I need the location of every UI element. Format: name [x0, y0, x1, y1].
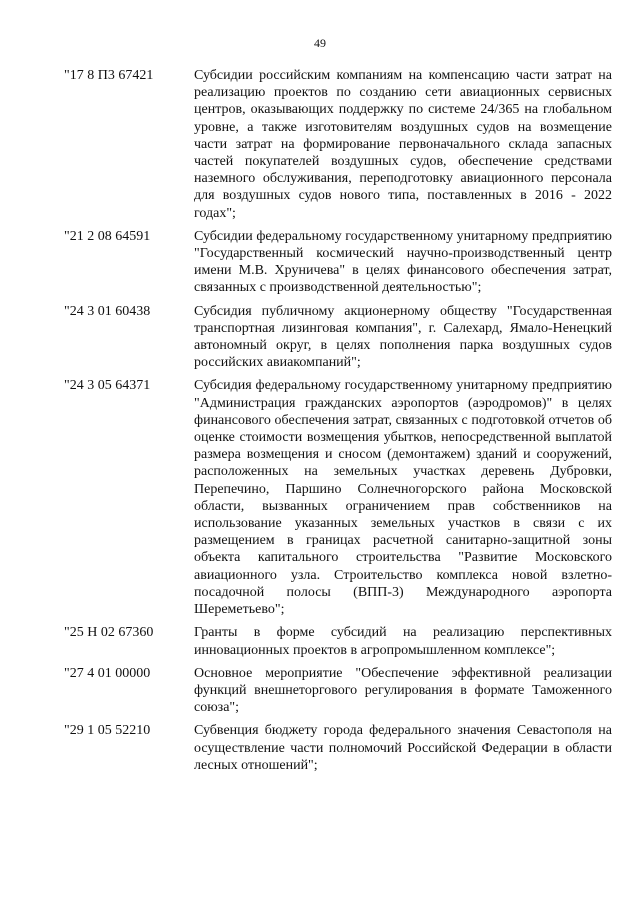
list-item	[64, 624, 612, 658]
budget-code: "24 3 05 64371	[64, 378, 151, 394]
document-body	[64, 67, 612, 780]
list-item	[64, 377, 612, 618]
list-item	[64, 722, 612, 774]
entry-description: Основное мероприятие "Обеспечение эффективной реализации функций внешнеторгового регулирования в формате Таможенного союза";	[194, 665, 612, 716]
page-number: 49	[314, 36, 326, 50]
budget-code: "21 2 08 64591	[64, 228, 151, 244]
budget-code: "27 4 01 00000	[64, 665, 151, 681]
list-item	[64, 67, 612, 222]
entry-description: Субвенция бюджету города федерального значения Севастополя на осуществление части полномочий Российской Федерации в области лесных отношений";	[194, 723, 612, 773]
entry-description: Субсидия федеральному государственному унитарному предприятию "Администрация гражданских аэропортов (аэродромов)" в целях финансового обеспечения затрат, связанных с подготовкой отчетов об оценке стоимости возмещения убытков, непосредственной выплатой размера возмещения и сносом (демонтажем) зданий и сооружений, расположенных на земельных участках деревень Дубровки, Перепечино, Паршино Солнечногорского района Московской области, вызванных ограничением прав собственников на использование указанных земельных участков в связи с их размещением в границах расчетной санитарно-защитной зоны объекта капитального строительства "Развитие Московского авиационного узла. Строительство комплекса новой взлетно-посадочной полосы (ВПП-3) Международного аэропорта Шереметьево";	[194, 378, 612, 618]
entry-description: Субсидии федеральному государственному унитарному предприятию "Государственный космический научно-производственный центр имени М.В. Хруничева" в целях финансового обеспечения затрат, связанных с производственной деятельностью";	[194, 228, 612, 296]
entry-description: Субсидия публичному акционерному обществу "Государственная транспортная лизинговая компания", г. Салехард, Ямало-Ненецкий автономный округ, в целях пополнения парка воздушных судов российских авиакомпаний";	[194, 303, 612, 371]
budget-code: "29 1 05 52210	[64, 723, 151, 739]
budget-code: "17 8 П3 67421	[64, 68, 154, 83]
list-item	[64, 303, 612, 372]
list-item	[64, 665, 612, 717]
entry-description: Гранты в форме субсидий на реализацию перспективных инновационных проектов в агропромышленном комплексе";	[194, 625, 612, 658]
budget-code: "25 Н 02 67360	[64, 625, 154, 641]
entry-description: Субсидии российским компаниям на компенсацию части затрат на реализацию проектов по созданию сети авиационных сервисных центров, оказывающих поддержку по системе 24/365 на глобальном уровне, а также изготовителям воздушных судов на возмещение части затрат на формирование первоначального склада запасных частей покупателей воздушных судов, обеспечение средствами наземного обслуживания, переподготовку авиационного персонала для воздушных судов нового типа, поставленных в 2016 - 2022 годах";	[194, 68, 612, 221]
list-item	[64, 228, 612, 297]
budget-code: "24 3 01 60438	[64, 303, 151, 319]
